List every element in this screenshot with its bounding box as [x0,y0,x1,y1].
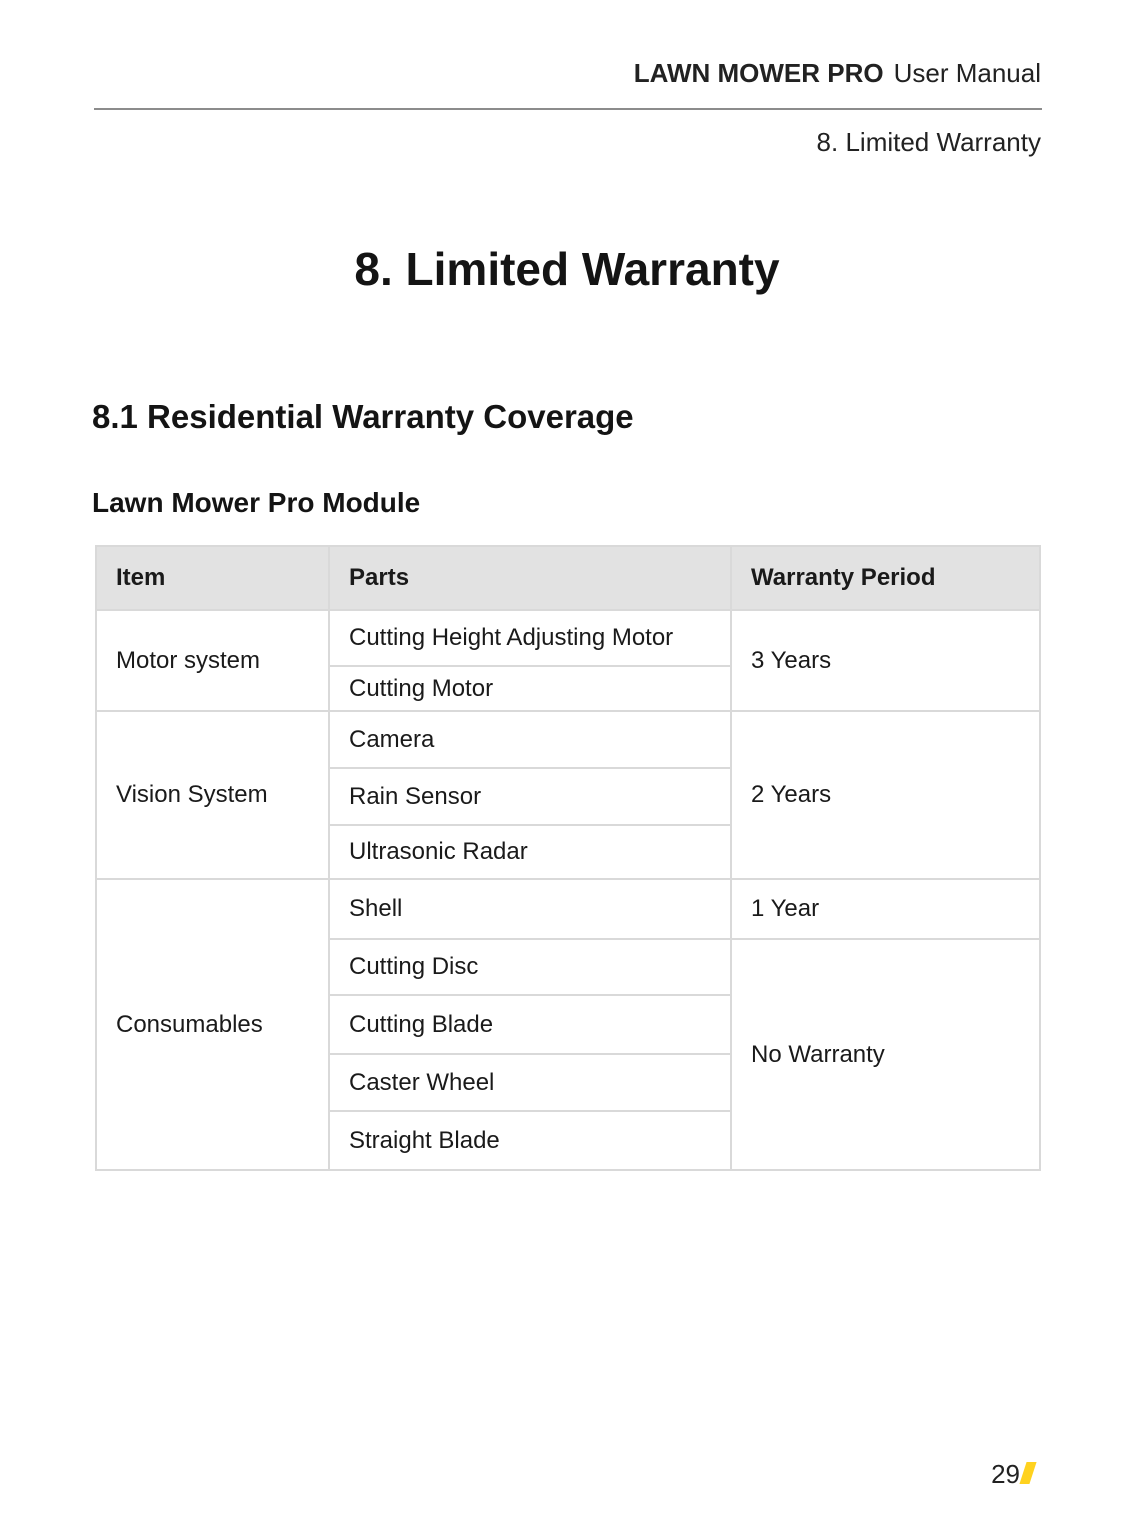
header-cell-parts: Parts [329,546,731,610]
item-cell: Motor system [96,610,329,711]
header-title [634,58,1041,89]
part-cell: Rain Sensor [329,768,731,825]
part-cell: Shell [329,879,731,939]
item-cell: Vision System [96,711,329,879]
table-row [96,711,1040,768]
part-cell: Ultrasonic Radar [329,825,731,879]
period-cell: 3 Years [731,610,1040,711]
header-cell-item: Item [96,546,329,610]
header-divider [94,108,1042,110]
page-accent-mark [1019,1462,1036,1484]
part-cell: Camera [329,711,731,768]
header-cell-warranty-period: Warranty Period [731,546,1040,610]
section-heading: 8.1 Residential Warranty Coverage [92,398,634,435]
part-cell: Cutting Disc [329,939,731,995]
table-row [96,879,1040,939]
period-cell: No Warranty [731,939,1040,1170]
period-cell: 2 Years [731,711,1040,879]
warranty-table [95,545,1041,1171]
part-cell: Straight Blade [329,1111,731,1170]
header-manual-label: User Manual [893,58,1041,88]
part-cell: Cutting Blade [329,995,731,1054]
table-header-row [96,546,1040,610]
page-title: 8. Limited Warranty [354,243,780,295]
period-cell: 1 Year [731,879,1040,939]
part-cell: Cutting Motor [329,666,731,711]
part-cell: Caster Wheel [329,1054,731,1111]
item-cell: Consumables [96,879,329,1170]
page-number: 29 [991,1459,1020,1489]
part-cell: Cutting Height Adjusting Motor [329,610,731,666]
table-row [96,610,1040,666]
header-brand: LAWN MOWER PRO [633,58,884,88]
header-section-label: 8. Limited Warranty [816,127,1041,157]
sub-heading: Lawn Mower Pro Module [92,487,421,518]
